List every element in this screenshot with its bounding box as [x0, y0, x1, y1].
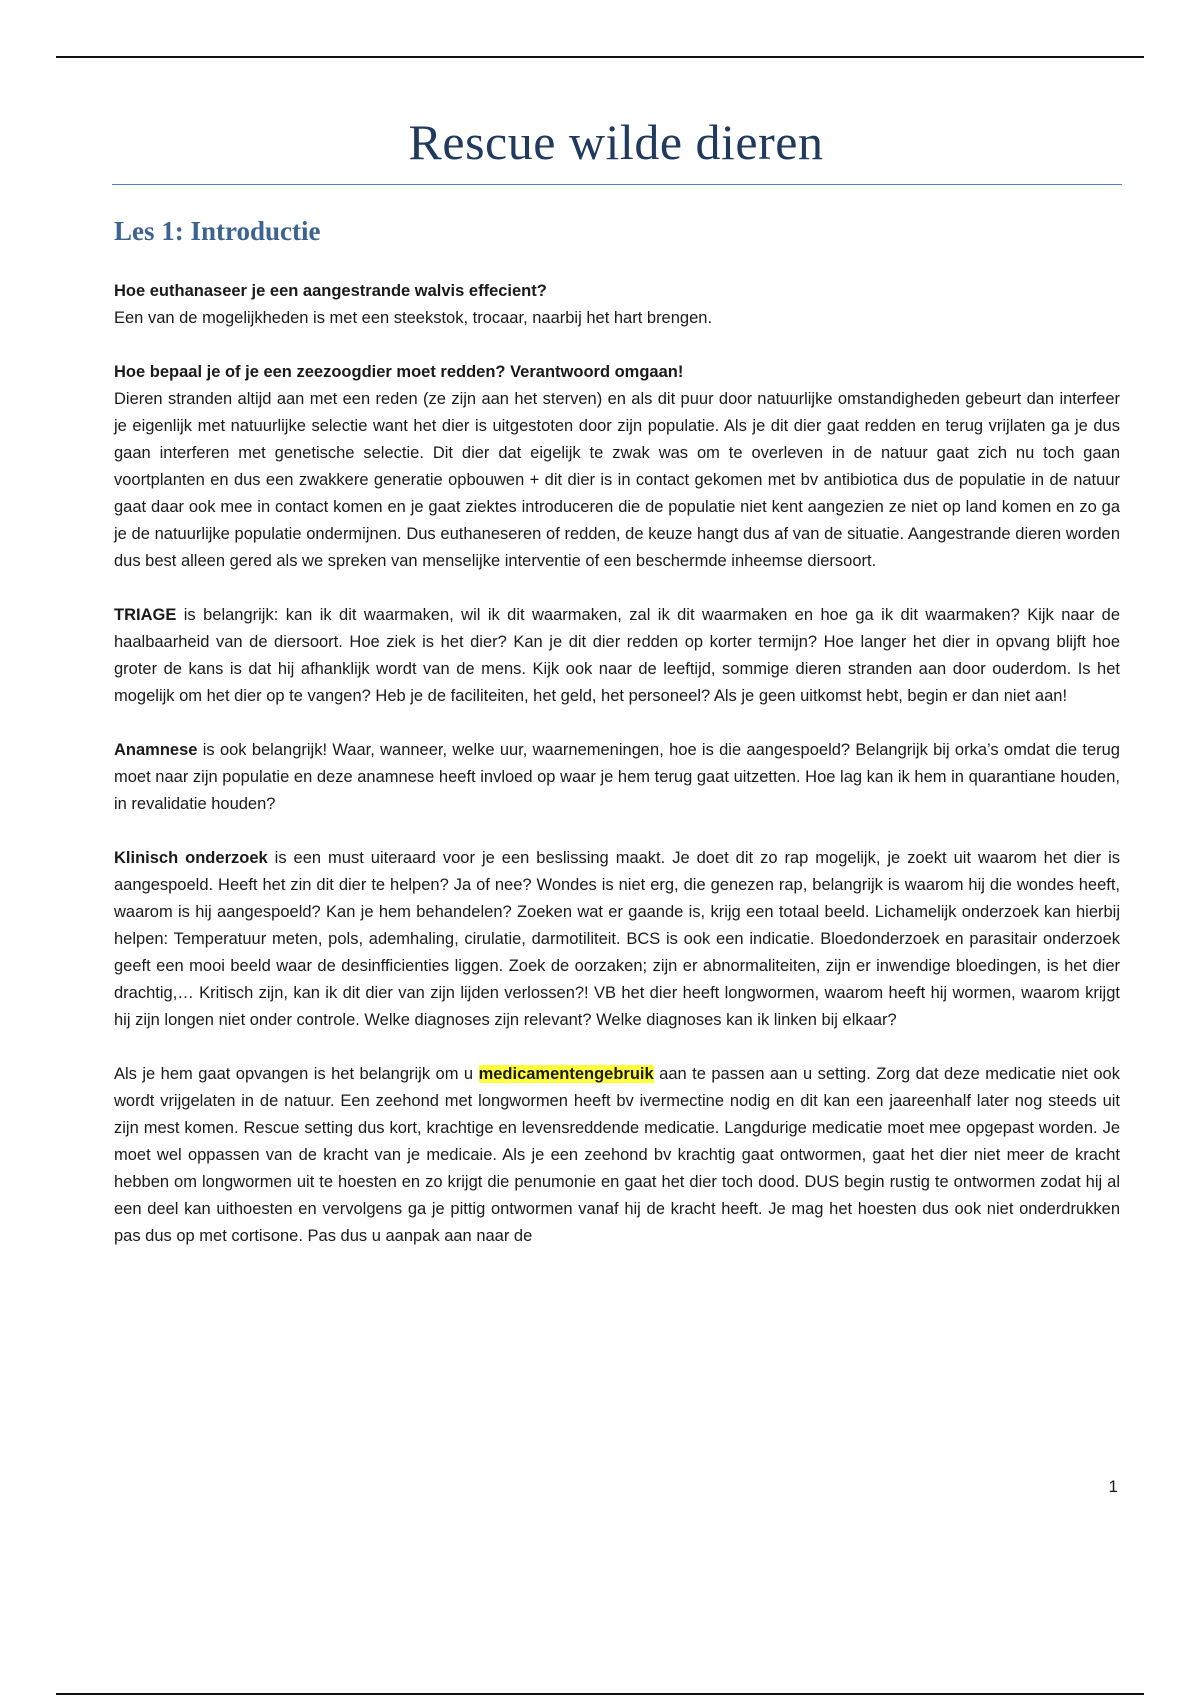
text-anamnese: is ook belangrijk! Waar, wanneer, welke uur, waarnemeningen, hoe is die aangespoeld? Belangrijk bij orka’s omdat die terug moet naar zijn populatie en deze anamnese heeft invloed op waar je hem terug gaat uitzetten. Hoe lag kan ik hem in quarantiane houden, in revalidatie houden? — [114, 741, 1120, 813]
paragraph-anamnese — [114, 737, 1120, 818]
title-underline — [112, 184, 1122, 185]
document-body — [114, 278, 1120, 1277]
text-medicatie-before: Als je hem gaat opvangen is het belangrijk om u — [114, 1065, 479, 1083]
term-anamnese: Anamnese — [114, 741, 198, 759]
paragraph-euthanasia — [114, 278, 1120, 332]
text-triage: is belangrijk: kan ik dit waarmaken, wil ik dit waarmaken, zal ik dit waarmaken en hoe ga ik dit waarmaken? Kijk naar de haalbaarheid van de diersoort. Hoe ziek is het dier? Kan je dit dier redden op korter termijn? Hoe langer het dier in opvang blijft hoe groter de kans is dat hij afhanklijk wordt van de mens. Kijk ook naar de leeftijd, sommige dieren stranden aan door ouderdom. Is het mogelijk om het dier op te vangen? Heb je de faciliteiten, het geld, het personeel? Als je geen uitkomst hebt, begin er dan niet aan! — [114, 606, 1120, 705]
page-bottom-rule — [56, 1693, 1144, 1695]
page-number: 1 — [1108, 1477, 1118, 1496]
question-euthanasia: Hoe euthanaseer je een aangestrande walvis effecient? — [114, 282, 547, 300]
paragraph-medicatie — [114, 1061, 1120, 1250]
text-klinisch-onderzoek: is een must uiteraard voor je een beslissing maakt. Je doet dit zo rap mogelijk, je zoekt uit waarom het dier is aangespoeld. Heeft het zin dit dier te helpen? Ja of nee? Wondes is niet erg, die genezen rap, belangrijk is waarom hij die wondes heeft, waarom is hij aangespoeld? Kan je hem behandelen? Zoeken wat er gaande is, krijg een totaal beeld. Lichamelijk onderzoek kan hierbij helpen: Temperatuur meten, pols, ademhaling, cirulatie, darmotiliteit. BCS is ook een indicatie. Bloedonderzoek en parasitair onderzoek geeft een mooi beeld waar de desinfficienties liggen. Zoek de oorzaken; zijn er abnormaliteiten, zijn er inwendige bloedingen, is het dier drachtig,… Kritisch zijn, kan ik dit dier van zijn lijden verlossen?! VB het dier heeft longwormen, waarom heeft hij wormen, waarom krijgt hij zijn longen niet onder controle. Welke diagnoses zijn relevant? Welke diagnoses kan ik linken bij elkaar? — [114, 849, 1120, 1029]
section-heading: Les 1: Introductie — [114, 216, 321, 246]
paragraph-rescue-decision — [114, 359, 1120, 575]
text-medicatie-after: aan te passen aan u setting. Zorg dat deze medicatie niet ook wordt vrijgelaten in de natuur. Een zeehond met longwormen heeft bv ivermectine nodig en dit kan een jaareenhalf later nog steeds uit zijn mest komen. Rescue setting dus kort, krachtige en levensreddende medicatie. Langdurige medicatie moet mee opgepast worden. Je moet wel oppassen van de kracht van je medicaie. Als je een zeehond bv krachtig gaat ontwormen, gaat het dier niet meer de kracht hebben om longwormen uit te hoesten en zo krijgt die penumonie en gaat het dier toch dood. DUS begin rustig te ontwormen zodat hij al een deel kan uithoesten en vervolgens ga je pittig ontwormen vanaf hij de kracht heeft. Je mag het hoesten dus ook niet onderdrukken pas dus op met cortisone. Pas dus u aanpak aan naar de — [114, 1065, 1120, 1245]
question-rescue-decision: Hoe bepaal je of je een zeezoogdier moet redden? Verantwoord omgaan! — [114, 363, 684, 381]
paragraph-klinisch-onderzoek — [114, 845, 1120, 1034]
page-top-rule — [56, 56, 1144, 58]
highlighted-term-medicamentengebruik: medicamentengebruik — [478, 1065, 654, 1083]
document-title: Rescue wilde dieren — [408, 114, 824, 170]
answer-euthanasia: Een van de mogelijkheden is met een steekstok, trocaar, naarbij het hart brengen. — [114, 309, 713, 327]
term-klinisch-onderzoek: Klinisch onderzoek — [114, 849, 268, 867]
answer-rescue-decision: Dieren stranden altijd aan met een reden (ze zijn aan het sterven) en als dit puur door natuurlijke omstandigheden gebeurt dan interfeer je eigenlijk met natuurlijke selectie want het dier is uitgestoten door zijn populatie. Als je dit dier gaat redden en terug vrijlaten ga je dus gaan interferen met genetische selectie. Dit dier dat eigelijk te zwak was om te overleven in de natuur gaat zich nu toch gaan voortplanten en dus een zwakkere generatie opbouwen + dit dier is in contact gekomen met bv antibiotica dus de populatie in de natuur gaat daar ook mee in contact komen en je gaat ziektes introduceren die de populatie niet kent aangezien ze niet op land komen en zo ga je de natuurlijke populatie ondermijnen. Dus euthaneseren of redden, de keuze hangt dus af van de situatie. Aangestrande dieren worden dus best alleen gered als we spreken van menselijke interventie of een beschermde inheemse diersoort. — [114, 390, 1120, 570]
term-triage: TRIAGE — [114, 606, 177, 624]
paragraph-triage — [114, 602, 1120, 710]
